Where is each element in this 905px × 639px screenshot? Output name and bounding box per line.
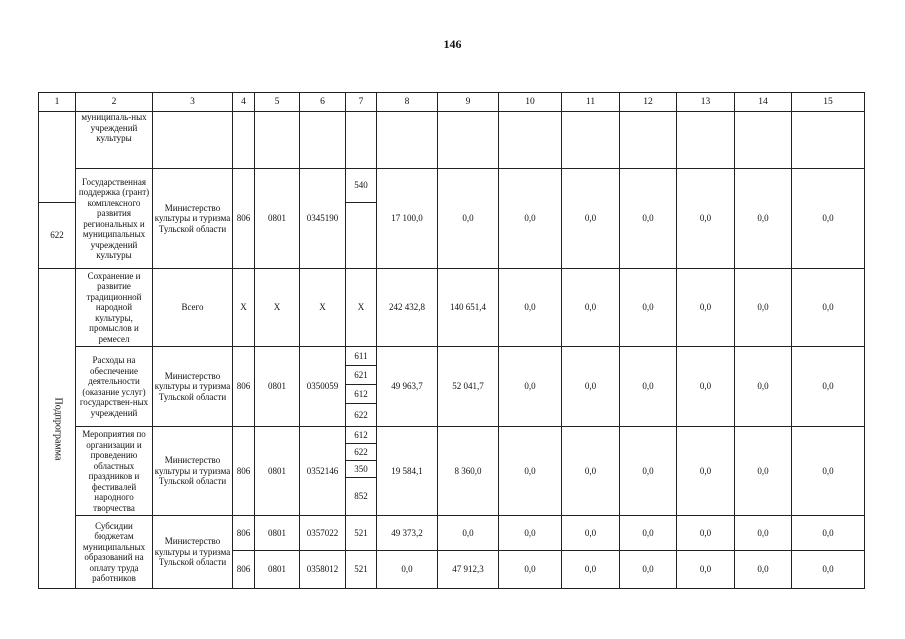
row-c4: X	[233, 269, 255, 347]
row-name: Сохранение и развитие традиционной народной культуры, промыслов и ремесел	[76, 269, 153, 347]
table-row	[39, 347, 865, 366]
row-c7: 540	[346, 169, 377, 203]
col-header: 15	[792, 93, 865, 112]
row-c9: 8 360,0	[438, 427, 499, 516]
row-admin: Министерство культуры и туризма Тульской области	[153, 516, 233, 589]
row-c8: 19 584,1	[377, 427, 438, 516]
col-header: 9	[438, 93, 499, 112]
row-value: 0,0	[735, 551, 792, 589]
table-row	[39, 269, 865, 347]
row-c7: 612	[346, 385, 377, 404]
row-c6: X	[300, 269, 346, 347]
empty-cell	[377, 112, 438, 169]
row-value: 0,0	[499, 169, 562, 269]
row-c5: 0801	[255, 347, 300, 427]
row-value: 0,0	[735, 169, 792, 269]
row-value: 0,0	[562, 427, 620, 516]
section-label: Подпрограмма	[39, 269, 76, 589]
row-admin: Министерство культуры и туризма Тульской области	[153, 347, 233, 427]
row-c7: 612	[346, 427, 377, 444]
row-value: 0,0	[499, 516, 562, 551]
row-c4: 806	[233, 551, 255, 589]
row-value: 0,0	[792, 551, 865, 589]
col-header: 8	[377, 93, 438, 112]
row-c6: 0358012	[300, 551, 346, 589]
row-c7: 622	[346, 444, 377, 461]
table-row	[39, 112, 865, 169]
row-c7: 852	[346, 478, 377, 516]
col-header: 12	[620, 93, 677, 112]
row-c9: 140 651,4	[438, 269, 499, 347]
row-c5: 0801	[255, 169, 300, 269]
empty-cell	[562, 112, 620, 169]
row-value: 0,0	[792, 269, 865, 347]
row-value: 0,0	[677, 516, 735, 551]
row-c7: 621	[346, 366, 377, 385]
row-c7: X	[346, 269, 377, 347]
empty-cell	[792, 112, 865, 169]
row-c7: 521	[346, 551, 377, 589]
row-c9: 47 912,3	[438, 551, 499, 589]
row-c8: 49 373,2	[377, 516, 438, 551]
empty-cell	[620, 112, 677, 169]
row-value: 0,0	[620, 347, 677, 427]
row-value: 0,0	[620, 551, 677, 589]
row-c6: 0357022	[300, 516, 346, 551]
row-name: Мероприятия по организации и проведению областных праздников и фестивалей народного творчества	[76, 427, 153, 516]
col-header: 7	[346, 93, 377, 112]
row-c5: 0801	[255, 551, 300, 589]
empty-cell	[39, 112, 76, 203]
col-header: 14	[735, 93, 792, 112]
table-row	[39, 169, 865, 203]
row-c7: 622	[346, 404, 377, 427]
row-c4: 806	[233, 516, 255, 551]
row-value: 0,0	[792, 516, 865, 551]
empty-cell	[255, 112, 300, 169]
col-header: 1	[39, 93, 76, 112]
row-c5: X	[255, 269, 300, 347]
table-row	[39, 516, 865, 551]
row-value: 0,0	[735, 347, 792, 427]
col-header: 11	[562, 93, 620, 112]
row-value: 0,0	[677, 347, 735, 427]
row-c4: 806	[233, 347, 255, 427]
row-c9: 0,0	[438, 516, 499, 551]
row-value: 0,0	[499, 551, 562, 589]
row-value: 0,0	[499, 269, 562, 347]
row-admin: Всего	[153, 269, 233, 347]
row-value: 0,0	[562, 347, 620, 427]
col-header: 5	[255, 93, 300, 112]
empty-cell	[346, 112, 377, 169]
row-value: 0,0	[677, 169, 735, 269]
row-c8: 49 963,7	[377, 347, 438, 427]
page-number: 146	[443, 37, 462, 51]
row-name: Государственная поддержка (грант) комплексного развития региональных и муниципальных учреждений культуры	[76, 169, 153, 269]
row-value: 0,0	[499, 347, 562, 427]
row-value: 0,0	[677, 427, 735, 516]
row-c6: 0350059	[300, 347, 346, 427]
row-value: 0,0	[792, 427, 865, 516]
row-c7: 521	[346, 516, 377, 551]
empty-cell	[735, 112, 792, 169]
empty-cell	[677, 112, 735, 169]
row-name: Расходы на обеспечение деятельности (оказание услуг) государствен-ных учреждений	[76, 347, 153, 427]
row-c7: 350	[346, 461, 377, 478]
row-c9: 0,0	[438, 169, 499, 269]
row-c5: 0801	[255, 516, 300, 551]
row-value: 0,0	[677, 551, 735, 589]
row-value: 0,0	[620, 516, 677, 551]
col-header: 10	[499, 93, 562, 112]
empty-cell	[438, 112, 499, 169]
row-c8: 242 432,8	[377, 269, 438, 347]
row-value: 0,0	[620, 169, 677, 269]
col-header: 4	[233, 93, 255, 112]
row-c7: 611	[346, 347, 377, 366]
empty-cell	[300, 112, 346, 169]
col-header: 3	[153, 93, 233, 112]
row-c6: 0352146	[300, 427, 346, 516]
row-value: 0,0	[735, 269, 792, 347]
row-c6: 0345190	[300, 169, 346, 269]
row-value: 0,0	[792, 169, 865, 269]
row-value: 0,0	[620, 269, 677, 347]
row-value: 0,0	[499, 427, 562, 516]
row-admin: Министерство культуры и туризма Тульской области	[153, 169, 233, 269]
row-c9: 52 041,7	[438, 347, 499, 427]
row-c4: 806	[233, 427, 255, 516]
row-value: 0,0	[792, 347, 865, 427]
empty-cell	[233, 112, 255, 169]
budget-table	[38, 92, 865, 589]
row-name: Субсидии бюджетам муниципальных образований на оплату труда работников	[76, 516, 153, 589]
row-c8: 17 100,0	[377, 169, 438, 269]
row-value: 0,0	[735, 427, 792, 516]
row-value: 0,0	[562, 169, 620, 269]
row-value: 0,0	[562, 269, 620, 347]
table-row	[39, 427, 865, 444]
row-value: 0,0	[735, 516, 792, 551]
row-value: 0,0	[562, 551, 620, 589]
row-value: 0,0	[562, 516, 620, 551]
header-row	[39, 93, 865, 112]
empty-cell	[153, 112, 233, 169]
row-c5: 0801	[255, 427, 300, 516]
row-value: 0,0	[677, 269, 735, 347]
row-name: муниципаль-ных учреждений культуры	[76, 112, 153, 169]
col-header: 13	[677, 93, 735, 112]
row-c8: 0,0	[377, 551, 438, 589]
row-c7: 622	[39, 203, 76, 269]
empty-cell	[499, 112, 562, 169]
row-admin: Министерство культуры и туризма Тульской области	[153, 427, 233, 516]
row-value: 0,0	[620, 427, 677, 516]
row-c4: 806	[233, 169, 255, 269]
col-header: 2	[76, 93, 153, 112]
col-header: 6	[300, 93, 346, 112]
